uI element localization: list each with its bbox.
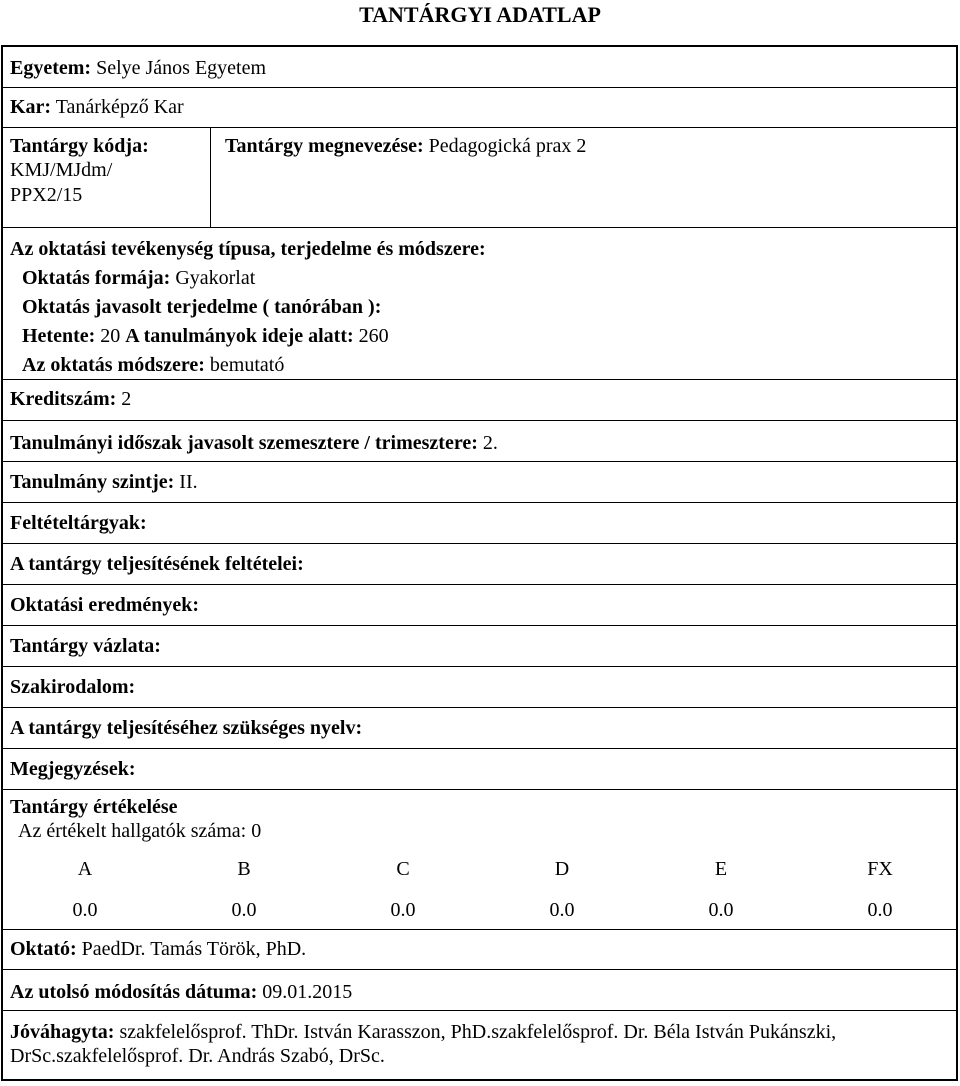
grade-label: FX xyxy=(867,858,893,880)
teaching-scope-label: Oktatás javasolt terjedelme ( tanórában ): xyxy=(22,296,382,318)
course-code-line2: PPX2/15 xyxy=(10,183,83,206)
outcomes-row xyxy=(3,585,956,626)
method-value: bemutató xyxy=(209,354,285,376)
faculty-value: Tanárképző Kar xyxy=(55,96,184,118)
teacher-value: PaedDr. Tamás Török, PhD. xyxy=(81,938,307,960)
grade-percentage: 0.0 xyxy=(72,899,98,921)
outcomes-label: Oktatási eredmények: xyxy=(10,594,200,616)
semester-label: Tanulmányi időszak javasolt szemesztere / trimesztere: xyxy=(10,432,478,454)
conditions-row xyxy=(3,544,956,585)
language-label: A tantárgy teljesítéséhez szükséges nyelv: xyxy=(10,717,363,739)
weekly-value: 20 xyxy=(100,325,121,347)
approved-row xyxy=(3,1011,956,1079)
credits-label: Kreditszám: xyxy=(10,388,117,410)
teaching-heading: Az oktatási tevékenység típusa, terjedelme és módszere: xyxy=(10,238,486,260)
notes-label: Megjegyzések: xyxy=(10,758,136,780)
last-modified-row xyxy=(3,970,956,1011)
evaluated-count: Az értékelt hallgatók száma: 0 xyxy=(18,820,262,843)
university-label: Egyetem: xyxy=(10,57,92,79)
level-label: Tanulmány szintje: xyxy=(10,471,175,493)
course-name-cell xyxy=(225,134,586,158)
credits-value: 2 xyxy=(121,388,132,410)
course-name-value: Pedagogická prax 2 xyxy=(428,135,587,157)
course-code-label: Tantárgy kódja: xyxy=(10,135,149,157)
level-value: II. xyxy=(179,471,198,493)
course-code-line1: KMJ/MJdm/ xyxy=(10,159,113,182)
language-row xyxy=(3,708,956,749)
last-modified-value: 09.01.2015 xyxy=(262,981,353,1003)
evaluation-row xyxy=(3,790,956,930)
credits-row xyxy=(3,380,956,421)
course-code-cell xyxy=(3,128,211,227)
weekly-label: Hetente: xyxy=(22,325,96,347)
method-label: Az oktatás módszere: xyxy=(22,354,205,376)
prerequisites-label: Feltételtárgyak: xyxy=(10,512,147,534)
teaching-row xyxy=(3,228,956,380)
university-row xyxy=(3,47,956,88)
semester-row xyxy=(3,421,956,462)
approved-label: Jóváhagyta: xyxy=(10,1021,115,1043)
grade-label: C xyxy=(396,858,410,880)
datasheet-table xyxy=(1,45,958,1081)
grade-label: D xyxy=(554,858,570,880)
literature-label: Szakirodalom: xyxy=(10,676,136,698)
approved-value: szakfelelősprof. ThDr. István Karasszon, PhD.szakfelelősprof. Dr. Béla István Pukánszki, DrSc.szakfelelősprof. Dr. András Szabó, DrSc. xyxy=(10,1021,837,1067)
grade-label: A xyxy=(77,858,93,880)
teaching-form-value: Gyakorlat xyxy=(175,267,256,289)
faculty-label: Kar: xyxy=(10,96,52,118)
semester-value: 2. xyxy=(482,432,498,454)
teacher-label: Oktató: xyxy=(10,938,77,960)
notes-row xyxy=(3,749,956,790)
total-label: A tanulmányok ideje alatt: xyxy=(125,325,354,347)
course-name-label: Tantárgy megnevezése: xyxy=(225,135,424,157)
level-row xyxy=(3,462,956,503)
grade-percentage: 0.0 xyxy=(867,899,893,921)
literature-row xyxy=(3,667,956,708)
grade-label: E xyxy=(714,858,728,880)
grade-percentage: 0.0 xyxy=(390,899,416,921)
outline-label: Tantárgy vázlata: xyxy=(10,635,161,657)
last-modified-label: Az utolsó módosítás dátuma: xyxy=(10,981,258,1003)
document-title: TANTÁRGYI ADATLAP xyxy=(359,2,601,27)
conditions-label: A tantárgy teljesítésének feltételei: xyxy=(10,553,304,575)
grade-percentage: 0.0 xyxy=(231,899,257,921)
prerequisites-row xyxy=(3,503,956,544)
grade-percentage: 0.0 xyxy=(708,899,734,921)
total-value: 260 xyxy=(358,325,389,347)
outline-row xyxy=(3,626,956,667)
course-id-row xyxy=(3,128,956,228)
teacher-row xyxy=(3,930,956,970)
faculty-row xyxy=(3,88,956,128)
grade-percentage: 0.0 xyxy=(549,899,575,921)
teaching-form-label: Oktatás formája: xyxy=(22,267,171,289)
evaluation-heading: Tantárgy értékelése xyxy=(10,796,178,818)
grade-label: B xyxy=(237,858,251,880)
university-value: Selye János Egyetem xyxy=(96,57,267,79)
